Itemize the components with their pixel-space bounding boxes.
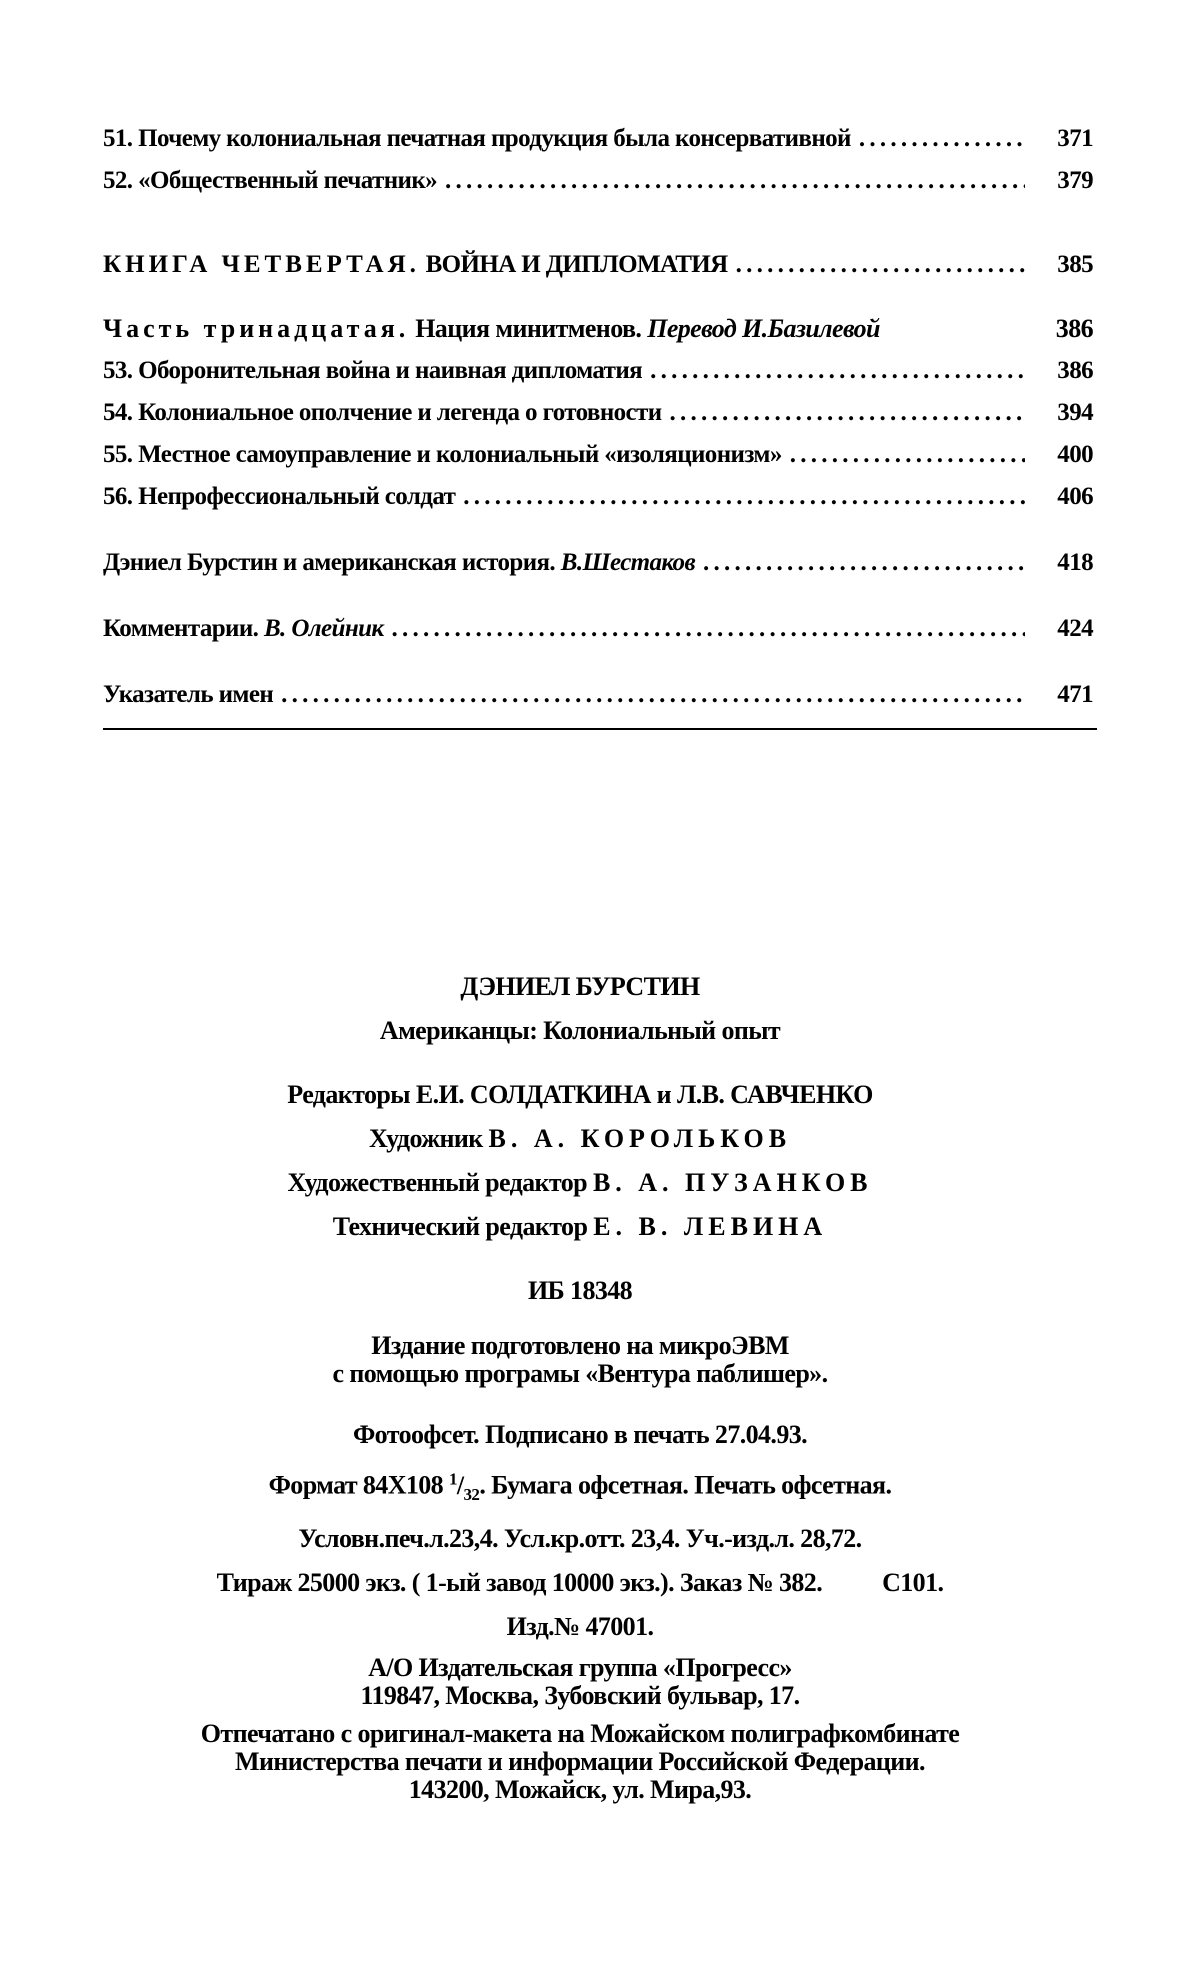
artist-label: Художник xyxy=(368,1124,483,1153)
art-editor-label: Художественный редактор xyxy=(287,1168,588,1197)
toc-entry-title: 53. Оборонительная война и наивная дипломатия xyxy=(103,357,643,384)
colophon-printer-line-2: Министерства печати и информации Российской Федерации. xyxy=(235,1746,925,1776)
leader-dots xyxy=(670,392,1025,434)
part-thirteen-translator: Перевод И.Базилевой xyxy=(647,314,880,343)
index-title: Указатель имен xyxy=(103,681,274,708)
colophon-ib-number: ИБ 18348 xyxy=(527,1276,633,1305)
leader-dots xyxy=(650,350,1025,392)
toc-index xyxy=(103,674,1093,716)
part-thirteen-title: Нация минитменов. xyxy=(415,314,642,343)
toc-page-number: 424 xyxy=(1057,615,1093,642)
toc-commentary xyxy=(103,608,1093,650)
editors-names: Е.И. СОЛДАТКИНА и Л.В. САВЧЕНКО xyxy=(415,1080,873,1109)
leader-dots xyxy=(281,674,1025,716)
editors-label: Редакторы xyxy=(287,1080,410,1109)
colophon-artist xyxy=(130,1122,1030,1156)
toc-page-number: 400 xyxy=(1057,441,1093,468)
afterword-author: В.Шестаков xyxy=(560,549,696,576)
art-editor-name: В. А. ПУЗАНКОВ xyxy=(592,1168,873,1197)
leader-dots xyxy=(790,434,1025,476)
toc-entry-title: 51. Почему колониальная печатная продукция была консервативной xyxy=(103,125,851,152)
afterword-title: Дэниел Бурстин и американская история. xyxy=(103,549,556,576)
book-four-label: КНИГА ЧЕТВЕРТАЯ. xyxy=(103,251,420,278)
part-thirteen-label: Часть тринадцатая. xyxy=(103,314,410,343)
tech-editor-label: Технический редактор xyxy=(332,1212,588,1241)
toc-entry-title: 56. Непрофессиональный солдат xyxy=(103,483,456,510)
toc-page-number: 394 xyxy=(1057,399,1093,426)
toc-page-number: 371 xyxy=(1057,125,1093,152)
leader-dots xyxy=(463,476,1025,518)
colophon-editors xyxy=(130,1078,1030,1112)
toc-entry-51 xyxy=(103,118,1093,160)
colophon-printer-line-3: 143200, Можайск, ул. Мира,93. xyxy=(408,1774,752,1804)
tech-editor-name: Е. В. ЛЕВИНА xyxy=(593,1212,828,1241)
colophon-art-editor xyxy=(130,1166,1030,1200)
toc-part-thirteen xyxy=(103,308,1093,350)
colophon xyxy=(130,970,1030,1804)
leader-dots xyxy=(445,160,1025,202)
toc-page-number: 386 xyxy=(1057,357,1093,384)
leader-dots xyxy=(703,542,1025,584)
colophon-signed-to-print: Фотоофсет. Подписано в печать 27.04.93. xyxy=(352,1420,808,1449)
table-of-contents xyxy=(103,118,1093,716)
toc-page-number: 471 xyxy=(1057,681,1093,708)
colophon-publisher-line-1: А/О Издательская группа «Прогресс» xyxy=(368,1652,792,1682)
colophon-edition-number: Изд.№ 47001. xyxy=(506,1611,654,1641)
commentary-title: Комментарии. xyxy=(103,615,259,642)
commentary-author: В. Олейник xyxy=(263,615,384,642)
colophon-sheets: Условн.печ.л.23,4. Усл.кр.отт. 23,4. Уч.-изд.л. 28,72. xyxy=(298,1523,862,1553)
leader-dots xyxy=(391,608,1025,650)
toc-entry-54 xyxy=(103,392,1093,434)
toc-page-number: 418 xyxy=(1057,549,1093,576)
toc-entry-53 xyxy=(103,350,1093,392)
colophon-book-title: Американцы: Колониальный опыт xyxy=(379,1016,781,1045)
toc-page-number: 379 xyxy=(1057,167,1093,194)
toc-page-number: 406 xyxy=(1057,483,1093,510)
colophon-print-run: Тираж 25000 экз. ( 1-ый завод 10000 экз.). Заказ № 382. С101. xyxy=(216,1567,944,1597)
toc-entry-56 xyxy=(103,476,1093,518)
artist-name: В. А. КОРОЛЬКОВ xyxy=(488,1124,792,1153)
toc-entry-title: 52. «Общественный печатник» xyxy=(103,167,438,194)
toc-page-number: 385 xyxy=(1057,251,1093,278)
colophon-prepared-line-2: с помощью програмы «Вентура паблишер». xyxy=(332,1359,828,1388)
colophon-author: ДЭНИЕЛ БУРСТИН xyxy=(460,972,700,1001)
toc-entry-title: 54. Колониальное ополчение и легенда о готовности xyxy=(103,399,662,426)
toc-afterword xyxy=(103,542,1093,584)
leader-dots xyxy=(859,118,1025,160)
colophon-code: С101. xyxy=(882,1567,944,1597)
book-four-title: ВОЙНА И ДИПЛОМАТИЯ xyxy=(425,251,728,278)
toc-page-number: 386 xyxy=(1055,314,1093,343)
colophon-publisher-line-2: 119847, Москва, Зубовский бульвар, 17. xyxy=(360,1680,800,1710)
format-fraction: $^1/_{32}$ xyxy=(449,1469,480,1504)
colophon-tech-editor xyxy=(130,1210,1030,1244)
toc-entry-55 xyxy=(103,434,1093,476)
toc-entry-52 xyxy=(103,160,1093,202)
colophon-prepared-line-1: Издание подготовлено на микроЭВМ xyxy=(371,1331,789,1360)
leader-dots xyxy=(736,244,1025,286)
horizontal-rule xyxy=(103,728,1097,730)
toc-entry-title: 55. Местное самоуправление и колониальный «изоляционизм» xyxy=(103,441,782,468)
colophon-printer-line-1: Отпечатано с оригинал-макета на Можайском полиграфкомбинате xyxy=(200,1718,960,1748)
colophon-format: Формат 84Х108 $^1/_{32}$. Бумага офсетная. Печать офсетная. xyxy=(268,1469,892,1504)
toc-book-four xyxy=(103,244,1093,286)
